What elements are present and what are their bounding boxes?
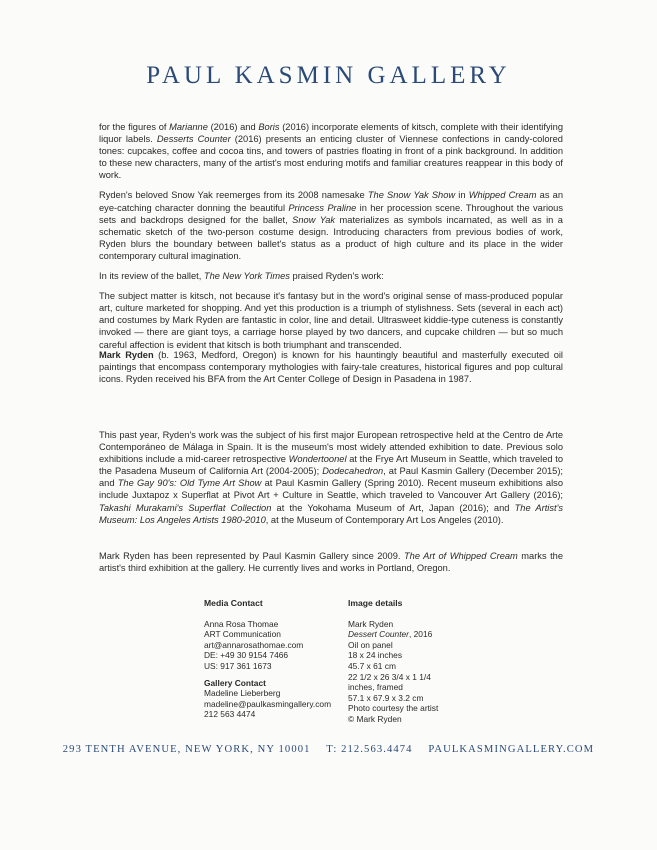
italic-run: The Gay 90's: Old Tyme Art Show [117,478,262,489]
detail-line [348,650,438,661]
text-run: (2016) incorporate elements of kitsch, complete with their identifying liquor labels. [99,122,564,145]
contact-line: 212 563 4474 [204,709,256,720]
text-run: 18 x 24 inches [348,650,403,661]
representation-section [99,550,563,582]
contact-line: art@annarosathomae.com [204,639,304,650]
italic-run: Dodecahedron [322,466,384,477]
gallery-contact-heading: Gallery Contact [204,677,266,688]
media-contact-lines [204,619,331,672]
intro-paragraph-3 [99,270,563,282]
italic-run: Snow Yak [292,214,336,225]
image-details-block [348,598,438,725]
image-details-heading: Image details [348,598,403,608]
text-run: , at the Museum of Contemporary Art Los Angeles (2010). [265,514,504,525]
nyt-quote [99,290,563,350]
italic-run: Takashi Murakami's Superflat Collection [99,502,272,513]
retrospective-section [99,429,563,534]
text-run: Mark Ryden has been represented by Paul Kasmin Gallery since 2009. [99,551,404,561]
text-run: materializes as symbols incarnated, as well as in a schematic sketch of the two-person costume design. Introducing characters from previous bodies of work, Ryden blurs the boundary between ballet's status as a product of high culture and its place in the wider contemporary cultural imagination. [99,214,563,261]
detail-line [348,640,438,651]
bio-paragraph [99,349,563,385]
text-run: (2016) presents an enticing cluster of Viennese confections in candy-colored tones: cupcakes, coffee and cocoa tins, and towers of pastries floating in front of a pink background. In addition to these new characters, many of the artist's most enduring motifs and familiar creatures reappear in this body of work. [99,134,563,181]
text-run: as an eye-catching character donning the beautiful [99,190,564,213]
text-run: In its review of the ballet, [99,271,204,282]
italic-run: Princess Praline [288,202,357,213]
intro-section [99,121,563,359]
contact-line: madeline@paulkasmingallery.com [204,698,332,709]
contact-line: DE: +49 30 9154 7466 [204,650,289,661]
text-run: Photo courtesy the artist [348,703,439,714]
text-run: at the Yokohama Museum of Art, Japan (2016); and [271,502,515,513]
detail-line [348,619,438,630]
retrospective-paragraph [99,429,563,526]
text-run: Ryden's beloved Snow Yak reemerges from its 2008 namesake [99,190,368,201]
italic-run: Wondertoonel [288,454,347,465]
text-run: , 2016 [408,629,433,640]
bold-run: Mark Ryden [99,350,154,360]
text-run: Mark Ryden [348,618,394,629]
text-run: © Mark Ryden [348,713,402,724]
contact-line: Anna Rosa Thomae [204,618,279,629]
text-run: praised Ryden's work: [289,271,384,282]
text-run: (b. 1963, Medford, Oregon) is known for his hauntingly beautiful and masterfully executed oil paintings that encompass contemporary mythologies with fairy-tale creatures, historical figures and pop cultural icons. Ryden received his BFA from the Art Center College of Design in Pasadena in 1987. [99,350,563,385]
media-contact-heading: Media Contact [204,598,263,608]
text-run: The subject matter is kitsch, not because it's fantasy but in the word's original sense of mass-produced popular art, culture marketed for shopping. And yet this production is a triumph of stylishness. Sets (several in each act) and costumes by Mark Ryden are fantastic in color, line and detail. Ultrasweet kiddie-type cuteness is constantly invoked — there are giant toys, a carriage horse played by two dancers, and cupcake children — but so much careful affection is evident that kitsch is both triumphant and transcended. [99,291,563,350]
footer-website: PAULKASMINGALLERY.COM [428,744,595,755]
text-run: marks the artist's third exhibition at the gallery. He currently lives and works in Portland, Oregon. [99,551,563,574]
italic-run: Whipped Cream [468,190,537,201]
footer-phone: T: 212.563.4474 [326,744,413,755]
italic-run: The Snow Yak Show [367,190,456,201]
italic-run: Marianne [169,122,208,132]
contact-line: ART Communication [204,629,281,640]
detail-line [348,703,438,714]
text-run: 57.1 x 67.9 x 3.2 cm [348,692,424,703]
contact-line: US: 917 361 1673 [204,660,272,671]
italic-run: Desserts Counter [156,134,231,145]
detail-line [348,682,438,693]
italic-run: Dessert Counter [348,629,409,640]
text-run: 45.7 x 61 cm [348,660,396,671]
footer-address: 293 TENTH AVENUE, NEW YORK, NY 10001 [62,744,311,755]
text-run: in [455,190,469,201]
footer-address-bar [0,744,657,755]
detail-line [348,672,438,683]
text-run: at Paul Kasmin Gallery (Spring 2010). Recent museum exhibitions also include Juxtapoz x Superflat at Pivot Art + Culture in Seattle, which traveled to Vancouver Art Gallery (2016); [99,478,563,501]
text-run: , at Paul Kasmin Gallery (December 2015); and [99,466,564,489]
representation-paragraph [99,550,563,574]
artist-bio [99,349,563,393]
text-run: inches, framed [348,682,403,693]
text-run: in her procession scene. Throughout the various sets and backdrops designed for the ballet, [99,202,564,225]
italic-run: The Art of Whipped Cream [403,551,518,561]
italic-run: The Artist's Museum: Los Angeles Artists 1980-2010 [99,502,564,525]
image-details-lines [348,619,438,725]
text-run: for the figures of [99,122,170,132]
text-run: Oil on panel [348,639,393,650]
intro-paragraph-2 [99,189,563,262]
gallery-masthead: PAUL KASMIN GALLERY [146,62,511,89]
detail-line [348,714,438,725]
text-run: 22 1/2 x 26 3/4 x 1 1/4 [348,671,431,682]
text-run: (2016) and [207,122,259,132]
italic-run: Boris [258,122,280,132]
detail-line [348,661,438,672]
italic-run: The New York Times [203,271,290,282]
text-run: at the Frye Art Museum in Seattle, which traveled to the Pasadena Museum of California Art (2004-2005); [99,454,563,477]
gallery-contact-lines [204,688,331,720]
detail-line [348,693,438,704]
text-run: This past year, Ryden's work was the subject of his first major European retrospective held at the Centro de Arte Contemporáneo de Málaga in Spain. It is the museum's most widely attended exhibition to date. Previous solo exhibitions include a mid-career retrospective [99,430,563,465]
media-contact-block [204,598,331,720]
detail-line [348,629,438,640]
intro-paragraph-1 [99,121,563,181]
contact-line: Madeline Lieberberg [204,688,281,699]
